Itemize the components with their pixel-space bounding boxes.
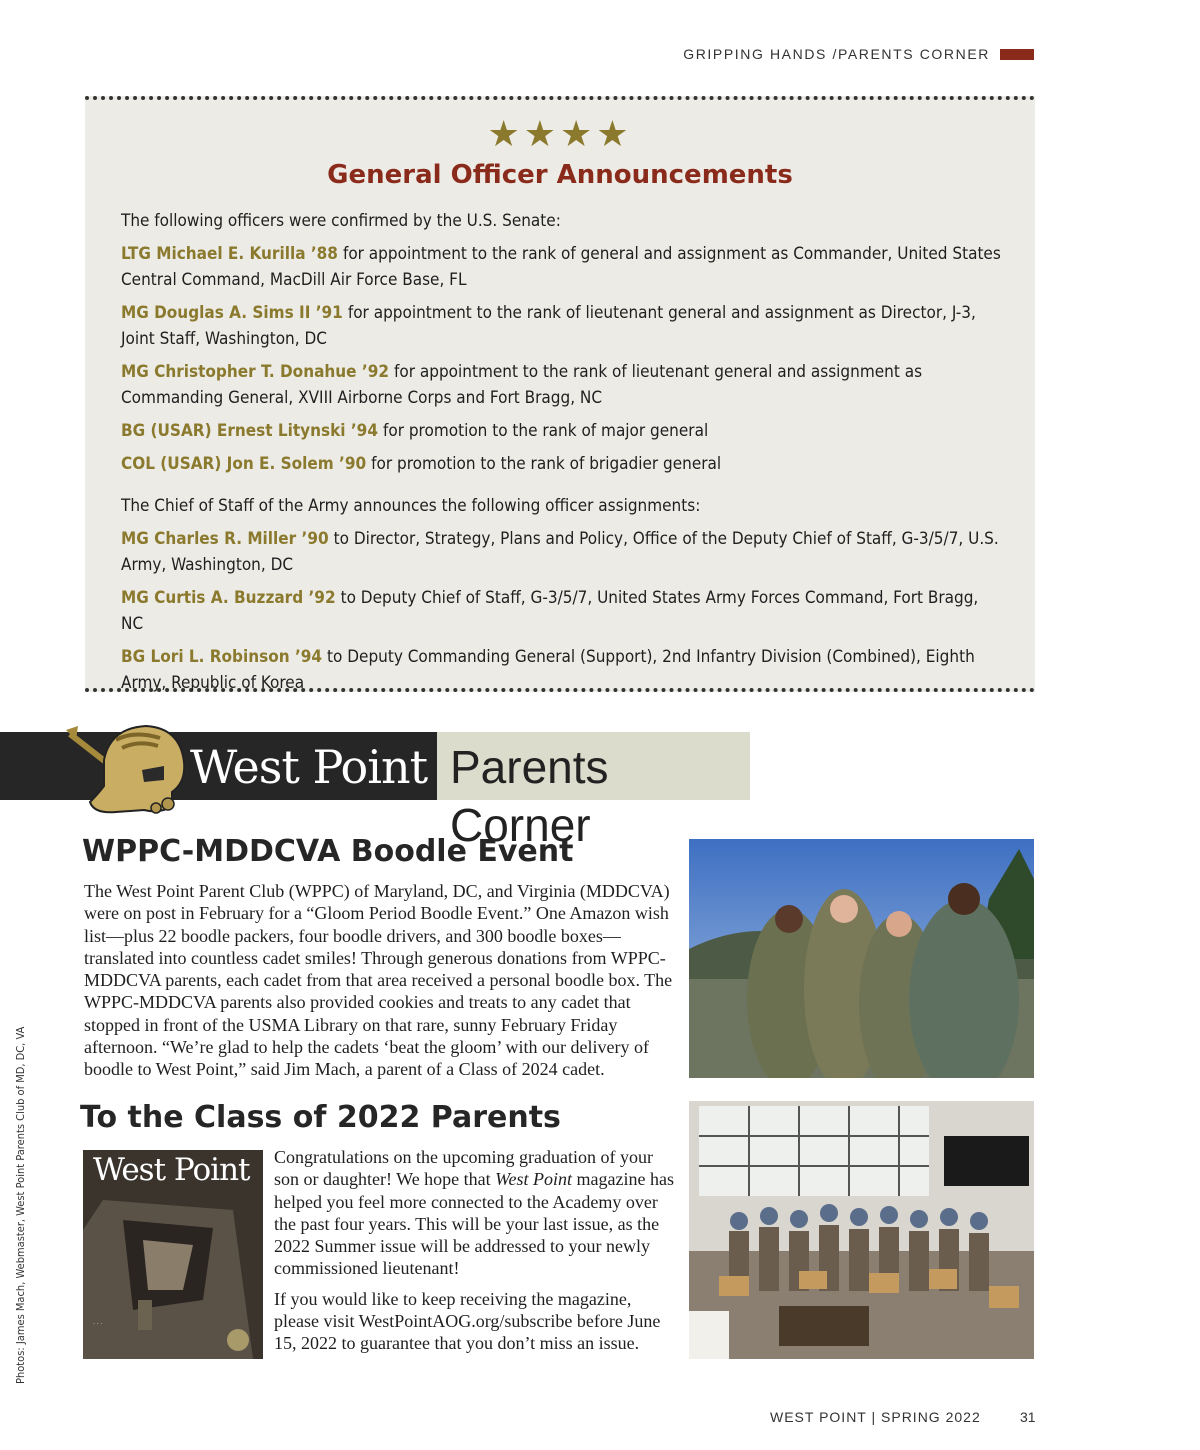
banner-parents-corner: Parents Corner (450, 741, 609, 851)
running-header (683, 46, 1034, 62)
officer-name: MG Douglas A. Sims II ’91 (121, 303, 343, 323)
officer-entry (121, 300, 1005, 352)
officer-entry (121, 359, 1005, 411)
spartan-helmet-icon (64, 720, 192, 820)
boodle-event-title: WPPC-MDDCVA Boodle Event (82, 834, 574, 869)
banner-west-point: West Point (190, 740, 428, 794)
officer-entry (121, 644, 1005, 696)
officer-text: for promotion to the rank of major general (382, 421, 709, 441)
cover-title: West Point (93, 1152, 250, 1188)
class-2022-title: To the Class of 2022 Parents (80, 1100, 561, 1135)
officer-entry (121, 418, 1005, 444)
officer-name: MG Charles R. Miller ’90 (121, 529, 329, 549)
class-text-part: magazine has helped you feel more connected to the Academy over the past four years. This will be your last issue, as the 2022 Summer issue will be addressed to your newly commissioned lieutenant! (274, 1169, 674, 1279)
officer-text: to Deputy Commanding General (Support), 2nd Infantry Division (Combined), Eighth Army, Republic of Korea (121, 647, 975, 693)
class-2022-body (274, 1146, 674, 1363)
officer-entry (121, 451, 1005, 477)
officer-name: BG Lori L. Robinson ’94 (121, 647, 323, 667)
cadets-photo (689, 839, 1034, 1078)
class-2022-paragraph (274, 1146, 674, 1280)
svg-text:· · ·: · · · (93, 1321, 103, 1328)
page-number: 31 (1020, 1409, 1036, 1425)
officer-text: for appointment to the rank of lieutenant general and assignment as Commanding General, XVIII Airborne Corps and Fort Bragg, NC (121, 362, 923, 408)
magazine-cover (83, 1150, 263, 1359)
senate-intro: The following officers were confirmed by the U.S. Senate: (121, 211, 561, 231)
officer-text: for promotion to the rank of brigadier general (371, 454, 722, 474)
army-intro: The Chief of Staff of the Army announces the following officer assignments: (121, 496, 701, 516)
general-officer-title: General Officer Announcements (327, 160, 793, 190)
general-officer-body (121, 208, 1005, 703)
four-stars-icon: ★★★★ (487, 113, 633, 154)
footer-publication: WEST POINT | SPRING 2022 (770, 1409, 981, 1425)
general-officer-box (85, 96, 1035, 692)
officer-entry (121, 585, 1005, 637)
officer-name: COL (USAR) Jon E. Solem ’90 (121, 454, 367, 474)
magazine-name: West Point (495, 1169, 573, 1190)
subscribe-paragraph: If you would like to keep receiving the magazine, please visit WestPointAOG.org/subscribe before June 15, 2022 to guarantee that you don’t miss an issue. (274, 1288, 661, 1354)
officer-name: BG (USAR) Ernest Litynski ’94 (121, 421, 378, 441)
section-label: GRIPPING HANDS /PARENTS CORNER (683, 46, 990, 62)
officer-name: MG Christopher T. Donahue ’92 (121, 362, 389, 382)
class-text-part: Congratulations on the upcoming graduation of your son or daughter! We hope that (274, 1147, 653, 1190)
officer-text: for appointment to the rank of lieutenant general and assignment as Director, J-3, Joint Staff, Washington, DC (121, 303, 976, 349)
officer-name: MG Curtis A. Buzzard ’92 (121, 588, 336, 608)
boodle-event-body: The West Point Parent Club (WPPC) of Maryland, DC, and Virginia (MDDCVA) were on post in February for a “Gloom Period Boodle Event.” One Amazon wish list—plus 22 boodle packers, four boodle drivers, and 300 boodle boxes—translated into countless cadet smiles! Through generous donations from WPPC-MDDCVA parents, each cadet from that area received a personal boodle box. The WPPC-MDDCVA parents also provided cookies and treats to any cadet that stopped in front of the USMA Library on that rare, sunny February Friday afternoon. “We’re glad to help the cadets ‘beat the gloom’ with our delivery of boodle to West Point,” said Jim Mach, a parent of a Class of 2024 cadet. (84, 881, 673, 1080)
officer-entry (121, 526, 1005, 578)
officer-text: for appointment to the rank of general and assignment as Commander, United States Central Command, MacDill Air Force Base, FL (121, 244, 1001, 290)
officer-entry (121, 241, 1005, 293)
officer-name: LTG Michael E. Kurilla ’88 (121, 244, 338, 264)
header-accent-bar (1000, 49, 1034, 60)
parents-group-photo (689, 1101, 1034, 1359)
officer-text: to Director, Strategy, Plans and Policy, Office of the Deputy Chief of Staff, G-3/5/7, U.S. Army, Washington, DC (121, 529, 999, 575)
officer-text: to Deputy Chief of Staff, G-3/5/7, United States Army Forces Command, Fort Bragg, NC (121, 588, 979, 634)
photo-credit: Photos: James Mach, Webmaster, West Point Parents Club of MD, DC, VA (14, 1026, 27, 1384)
